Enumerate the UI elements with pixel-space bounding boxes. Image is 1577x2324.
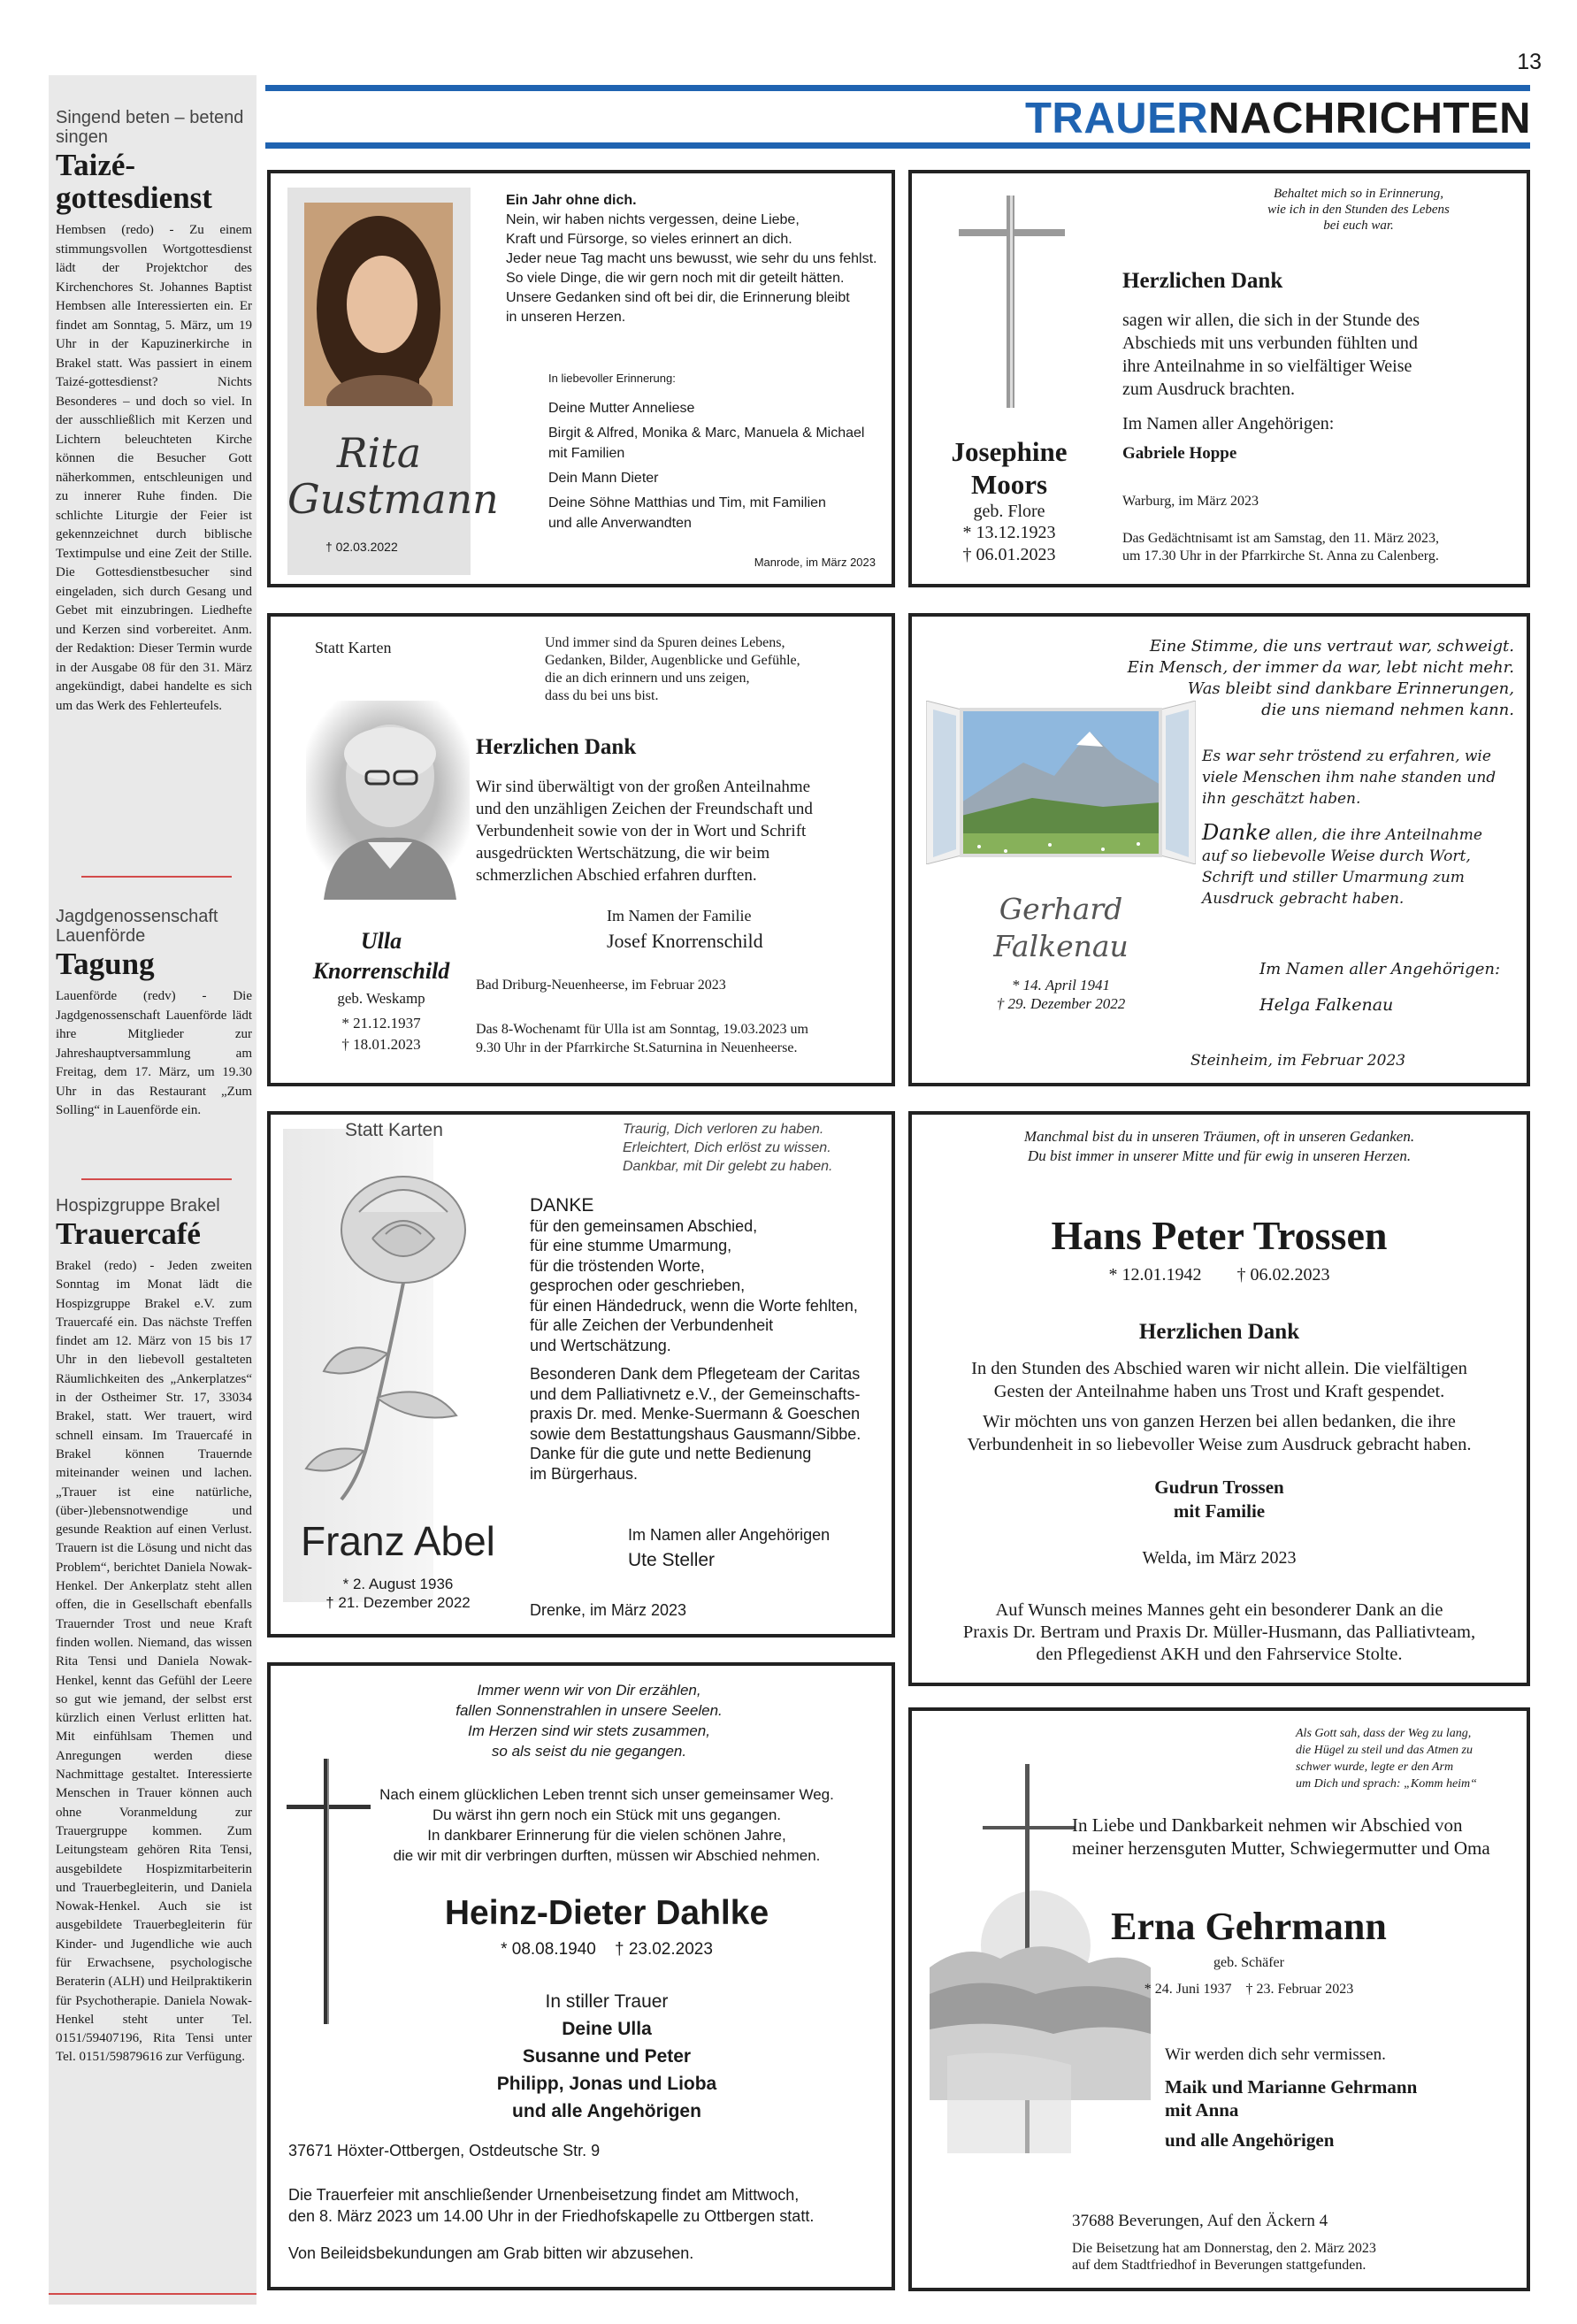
text-line: ausgedrückten Wertschätzung, die wir beim — [476, 844, 770, 863]
text-line: meiner herzensguten Mutter, Schwiegermutter und Oma — [1072, 1837, 1490, 1859]
sidebar-article-taize — [56, 108, 252, 716]
text-line: Das 8-Wochenamt für Ulla ist am Sonntag, 19.03.2023 um — [476, 1022, 808, 1037]
sidebar-article-hospiz — [56, 1196, 252, 2067]
life-dates — [301, 1575, 495, 1612]
maiden-name: geb. Flore — [973, 502, 1045, 521]
divider — [49, 2293, 256, 2295]
thanks-text — [530, 1196, 892, 1484]
signer: Philipp, Jonas und Lioba — [496, 2074, 717, 2094]
birth-date: * 14. April 1941 — [1011, 977, 1111, 993]
text-line: den Pflegedienst AKH und den Fahrservice Stolte. — [1036, 1645, 1403, 1664]
miss-line: Wir werden dich sehr vermissen. — [1165, 2045, 1386, 2064]
birth-date: * 21.12.1937 — [341, 1015, 421, 1032]
poem-line: die an dich erinnern und uns zeigen, — [545, 671, 750, 686]
poem-line: Unsere Gedanken sind oft bei dir, die Erinnerung bleibt — [506, 290, 850, 305]
mourners — [324, 1988, 890, 2125]
signer: Helga Falkenau — [1259, 995, 1394, 1015]
text-line: Die Trauerfeier mit anschließender Urnenbeisetzung findet am Mittwoch, — [288, 2186, 800, 2204]
obituary-rita-gustmann — [267, 170, 895, 587]
place-date: Warburg, im März 2023 — [1122, 494, 1259, 509]
text-line: im Bürgerhaus. — [530, 1464, 639, 1483]
text-line: und dem Palliativnetz e.V., der Gemeinschafts- — [530, 1384, 861, 1403]
deceased-name — [287, 429, 499, 523]
text-line: Verbundenheit sowie von der in Wort und Schrift — [476, 822, 807, 840]
mourner-line: Birgit & Alfred, Monika & Marc, Manuela & Michael — [548, 426, 865, 441]
text-line: Praxis Dr. Bertram und Praxis Dr. Müller-Husmann, das Palliativteam, — [962, 1622, 1476, 1642]
text-line: zum Ausdruck brachten. — [1122, 380, 1295, 399]
quote-line: Im Herzen sind wir stets zusammen, — [468, 1722, 710, 1739]
funeral-info — [1072, 2240, 1514, 2274]
text-line: Verbundenheit in so liebevoller Weise zum Ausdruck gebracht haben. — [967, 1435, 1472, 1454]
death-date: † 23.02.2023 — [614, 1940, 713, 1959]
behalf-label: Im Namen aller Angehörigen: — [1122, 414, 1335, 433]
text-line: auf dem Stadtfriedhof in Beverungen stattgefunden. — [1072, 2258, 1366, 2273]
place-date: Drenke, im März 2023 — [530, 1601, 687, 1619]
death-date: † 18.01.2023 — [341, 1036, 421, 1053]
text-line: sowie dem Bestattungshaus Gausmann/Sibbe. — [530, 1424, 861, 1443]
signer: mit Anna — [1165, 2099, 1239, 2121]
signer: Maik und Marianne Gehrmann — [1165, 2076, 1418, 2098]
text-line: die wir mit dir verbringen durften, müssen wir Abschied nehmen. — [393, 1847, 821, 1864]
section-title-blue: TRAUER — [1025, 95, 1209, 142]
sidebar-article-jagd — [56, 907, 252, 1121]
signer: Josef Knorrenschild — [607, 930, 763, 952]
signer: Gudrun Trossen — [1154, 1476, 1284, 1498]
quote-line: Ein Mensch, der immer da war, lebt nicht mehr. — [1127, 658, 1514, 677]
signer: Susanne und Peter — [522, 2046, 692, 2067]
behalf-label: Im Namen aller Angehörigen: — [1259, 960, 1501, 978]
quote — [1230, 186, 1487, 234]
article-body: Hembsen (redo) - Zu einem stimmungsvollen Wortgottesdienst lädt der Projektchor des Kirchenchores St. Johannes Baptist Hembsen alle Interessierten ein. Er findet am Sonntag, 5. März, um 19 Uhr in der Kapuzinerkirche in Brakel statt. Was passiert in einem Taizé-gottesdienst? Nichts Besonderes – und doch so viel. In der ausschließlich mit Kerzen und Lichtern beleuchteten Kirche können die Besucher Gott näherkommen, entschleunigen und zu innerer Ruhe finden. Die schlichte Liturgie der Feier ist gekennzeichnet durch biblische Textimpulse und eine Zeit der Stille. Die Gottesdienstbesucher sind eingeladen, sich durch Gesang und Gebet mit einzubringen. Liedhefte und Kerzen sind vorbereitet. Anm. der Redaktion: Dieser Termin wurde in der Ausgabe 08 für den 31. März angekündigt, dabei handelte es sich um das Werk des Fehlerteufels. — [56, 223, 252, 713]
text-line: Auf Wunsch meines Mannes geht ein besonderer Dank an die — [995, 1600, 1443, 1620]
text-line: Es war sehr tröstend zu erfahren, wie — [1202, 748, 1491, 765]
thanks-text — [1202, 746, 1520, 909]
text-line: Das Gedächtnisamt ist am Samstag, den 11. März 2023, — [1122, 531, 1439, 546]
mourner-line: Dein Mann Dieter — [548, 471, 659, 486]
statt-karten: Statt Karten — [315, 639, 392, 656]
death-date: † 02.03.2022 — [325, 540, 398, 554]
farewell-text — [324, 1784, 890, 1866]
life-dates — [324, 1940, 890, 1960]
mourner-line: und alle Anverwandten — [548, 516, 692, 531]
poem-line: Und immer sind da Spuren deines Lebens, — [545, 635, 785, 650]
text-line: ihn geschätzt haben. — [1202, 790, 1361, 808]
funeral-info — [288, 2184, 890, 2227]
quote — [623, 1120, 888, 1176]
signer: Gabriele Hoppe — [1122, 444, 1237, 463]
deceased-last-name: Gustmann — [287, 475, 499, 523]
death-date: † 23. Februar 2023 — [1245, 1982, 1354, 1997]
divider — [81, 876, 232, 878]
quote-line: Immer wenn wir von Dir erzählen, — [477, 1682, 701, 1699]
quote-line: Dankbar, mit Dir gelebt zu haben. — [623, 1159, 833, 1174]
text-line: Ausdruck gebracht haben. — [1202, 890, 1405, 908]
text-line: für eine stumme Umarmung, — [530, 1237, 732, 1254]
death-date: † 06.02.2023 — [1236, 1265, 1330, 1285]
signer: Ute Steller — [628, 1550, 716, 1570]
deceased-name: Hans Peter Trossen — [1051, 1213, 1388, 1258]
quote-line: die uns niemand nehmen kann. — [1261, 701, 1514, 719]
poem-line: Jeder neue Tag macht uns bewusst, wie sehr du uns fehlst. — [506, 251, 877, 266]
text-line: Besonderen Dank dem Pflegeteam der Caritas — [530, 1365, 861, 1383]
signers — [912, 1476, 1527, 1523]
text-line: allen, die ihre Anteilnahme — [1275, 826, 1482, 844]
death-date: † 29. Dezember 2022 — [996, 995, 1126, 1012]
portrait-photo — [306, 701, 470, 900]
memory-label: In liebevoller Erinnerung: — [548, 372, 676, 385]
birth-date: * 12.01.1942 — [1108, 1265, 1202, 1285]
intro-text — [1072, 1814, 1532, 1860]
poem-line: Kraft und Fürsorge, so vieles erinnert an dich. — [506, 232, 792, 247]
article-kicker: Singend beten – betend singen — [56, 108, 244, 147]
address: 37671 Höxter-Ottbergen, Ostdeutsche Str. 9 — [288, 2142, 601, 2159]
signer: und alle Angehörigen — [512, 2101, 701, 2121]
portrait-photo — [304, 203, 453, 406]
quote-line: bei euch war. — [1323, 219, 1394, 233]
article-body: Lauenförde (redv) - Die Jagdgenossenschaft Lauenförde lädt ihre Mitglieder zur Jahreshauptversammlung am Freitag, dem 17. März, um 19.30 Uhr in das Restaurant „Zum Solling“ in Lauenförde ein. — [56, 989, 252, 1117]
deceased-first-name: Ulla — [360, 928, 402, 954]
place-date: Steinheim, im Februar 2023 — [1190, 1052, 1406, 1070]
poem-line: Nein, wir haben nichts vergessen, deine Liebe, — [506, 212, 800, 227]
cross-icon — [959, 196, 1065, 408]
poem-line: in unseren Herzen. — [506, 310, 626, 325]
quote — [912, 1127, 1527, 1166]
mourner-line: Deine Mutter Anneliese — [548, 401, 695, 416]
text-line: Gesten der Anteilnahme haben uns Trost und Kraft gespendet. — [993, 1382, 1445, 1401]
deceased-name — [926, 891, 1196, 965]
header-rule-bottom — [265, 142, 1530, 149]
page-number: 13 — [1517, 50, 1542, 74]
quote — [324, 1680, 854, 1761]
obituary-erna-gehrmann — [908, 1707, 1530, 2291]
text-line: Nach einem glücklichen Leben trennt sich unser gemeinsamer Weg. — [379, 1786, 834, 1803]
deceased-last-name: Knorrenschild — [312, 958, 450, 984]
deceased-name: Heinz-Dieter Dahlke — [444, 1894, 769, 1932]
birth-date: * 2. August 1936 — [342, 1576, 454, 1592]
quote-line: wie ich in den Stunden des Lebens — [1267, 203, 1450, 217]
text-line: schmerzlichen Abschied erfahren durften. — [476, 866, 757, 885]
rose-icon — [288, 1150, 501, 1504]
article-headline: Trauercafé — [56, 1216, 201, 1251]
birth-date: * 08.08.1940 — [501, 1940, 596, 1959]
statt-karten: Statt Karten — [345, 1120, 443, 1140]
section-title — [1025, 94, 1531, 143]
quote-line: schwer wurde, legte er den Arm — [1296, 1760, 1454, 1774]
text-line: sagen wir allen, die sich in der Stunde des — [1122, 311, 1420, 330]
quote-line: Traurig, Dich verloren zu haben. — [623, 1122, 824, 1137]
text-line: Schrift und stiller Umarmung zum — [1202, 869, 1465, 886]
death-date: † 06.01.2023 — [962, 545, 1056, 564]
place-date: Bad Driburg-Neuenheerse, im Februar 2023 — [476, 978, 726, 993]
signers — [1165, 2075, 1519, 2151]
mourn-label: In stiller Trauer — [545, 1991, 669, 2012]
poem-line: Gedanken, Bilder, Augenblicke und Gefühle, — [545, 653, 800, 668]
quote-line: Eine Stimme, die uns vertraut war, schweigt. — [1149, 637, 1514, 656]
maiden-name: geb. Schäfer — [1213, 1955, 1284, 1970]
text-line: Wir sind überwältigt von der großen Anteilnahme — [476, 778, 811, 796]
memorial-mass — [1122, 530, 1529, 565]
thanks-heading: Herzlichen Dank — [1122, 269, 1283, 293]
poem-line: Ein Jahr ohne dich. — [506, 193, 637, 208]
obituary-franz-abel — [267, 1111, 895, 1638]
obituary-ulla-knorrenschild — [267, 613, 895, 1086]
thanks-text — [1122, 309, 1512, 401]
life-dates — [279, 988, 483, 1055]
deceased-first-name: Gerhard — [999, 892, 1123, 926]
text-line: und Wertschätzung. — [530, 1336, 671, 1354]
text-line: für den gemeinsamen Abschied, — [530, 1216, 758, 1235]
text-line: Du wärst ihn gern noch ein Stück mit uns gegangen. — [432, 1806, 782, 1823]
danke-word: Danke — [1202, 820, 1271, 845]
text-line: den 8. März 2023 um 14.00 Uhr in der Friedhofskapelle zu Ottbergen statt. — [288, 2207, 815, 2225]
quote-line: um Dich und sprach: „Komm heim“ — [1296, 1777, 1477, 1791]
special-thanks — [912, 1599, 1527, 1666]
mourners — [548, 398, 884, 533]
quote-line: so als seist du nie gegangen. — [491, 1743, 687, 1760]
text-line: und den unzähligen Zeichen der Freundschaft und — [476, 800, 813, 818]
thanks-text — [476, 776, 883, 886]
text-line: gesprochen oder geschrieben, — [530, 1277, 746, 1294]
address: 37688 Beverungen, Auf den Äckern 4 — [1072, 2212, 1328, 2230]
thanks-text — [912, 1357, 1527, 1456]
deceased-block — [921, 435, 1098, 566]
deceased-last-name: Moors — [970, 469, 1048, 500]
poem-line: So viele Dinge, die wir gern noch mit dir geteilt hätten. — [506, 271, 845, 286]
memorial-mass — [476, 1020, 892, 1057]
article-kicker: Hospizgruppe Brakel — [56, 1196, 220, 1216]
death-date: † 21. Dezember 2022 — [325, 1594, 471, 1611]
deceased-last-name: Falkenau — [993, 929, 1129, 963]
quote-line: Manchmal bist du in unseren Träumen, oft in unseren Gedanken. — [1023, 1128, 1415, 1145]
text-line: ihre Anteilnahme in so vielfältiger Weise — [1122, 357, 1412, 376]
obituary-josephine-moors — [908, 170, 1530, 587]
signer: Deine Ulla — [562, 2019, 652, 2039]
article-kicker: Jagdgenossenschaft Lauenförde — [56, 907, 218, 946]
signer: und alle Angehörigen — [1165, 2129, 1335, 2151]
text-line: für alle Zeichen der Verbundenheit — [530, 1316, 774, 1334]
life-dates — [912, 1265, 1527, 1285]
obituary-hans-peter-trossen — [908, 1111, 1530, 1686]
poem — [506, 191, 886, 327]
birth-date: * 13.12.1923 — [962, 523, 1056, 542]
thanks-heading: Herzlichen Dank — [476, 735, 637, 759]
signer: mit Familie — [1173, 1500, 1266, 1522]
section-title-black: NACHRICHTEN — [1208, 95, 1531, 142]
text-line: praxis Dr. med. Menke-Suermann & Goeschen — [530, 1405, 861, 1423]
life-dates — [1072, 1982, 1426, 1998]
behalf-label: Im Namen aller Angehörigen — [628, 1526, 831, 1544]
quote — [1296, 1725, 1517, 1792]
deceased-name: Erna Gehrmann — [1111, 1905, 1387, 1948]
window-landscape-image — [926, 701, 1196, 864]
thanks-heading: DANKE — [530, 1195, 594, 1216]
life-dates — [926, 976, 1196, 1013]
text-line: für die tröstenden Worte, — [530, 1256, 705, 1275]
deceased-first-name: Rita — [336, 429, 422, 477]
deceased-name: Franz Abel — [301, 1518, 495, 1564]
deceased-name — [279, 926, 483, 986]
text-line: Die Beisetzung hat am Donnerstag, den 2. März 2023 — [1072, 2241, 1376, 2256]
text-line: für einen Händedruck, wenn die Worte fehlten, — [530, 1296, 858, 1315]
text-line: Danke für die gute und nette Bedienung — [530, 1445, 812, 1462]
text-line: um 17.30 Uhr in der Pfarrkirche St. Anna zu Calenberg. — [1122, 548, 1439, 564]
condolence-note: Von Beileidsbekundungen am Grab bitten wir abzusehen. — [288, 2244, 694, 2262]
text-line: Wir möchten uns von ganzen Herzen bei allen bedanken, die ihre — [983, 1412, 1456, 1431]
thanks-heading: Herzlichen Dank — [1138, 1320, 1300, 1344]
poem-line: dass du bei uns bist. — [545, 688, 659, 703]
text-line: In dankbarer Erinnerung für die vielen schönen Jahre, — [427, 1827, 786, 1844]
poem — [545, 634, 881, 705]
place-date: Welda, im März 2023 — [1142, 1548, 1297, 1568]
deceased-first-name: Josephine — [951, 436, 1068, 467]
text-line: viele Menschen ihm nahe standen und — [1202, 769, 1497, 786]
birth-date: * 24. Juni 1937 — [1144, 1982, 1232, 1997]
text-line: Abschieds mit uns verbunden fühlten und — [1122, 334, 1418, 353]
mourner-line: mit Familien — [548, 446, 625, 461]
text-line: auf so liebevolle Weise durch Wort, — [1202, 848, 1471, 865]
quote-line: die Hügel zu steil und das Atmen zu — [1296, 1744, 1474, 1757]
article-headline: Taizé-gottesdienst — [56, 148, 212, 215]
obituary-gerhard-falkenau — [908, 613, 1530, 1086]
header-rule-top — [265, 85, 1530, 91]
quote-line: Du bist immer in unserer Mitte und für ewig in unseren Herzen. — [1027, 1147, 1412, 1164]
quote-line: Was bleibt sind dankbare Erinnerungen, — [1187, 679, 1514, 698]
quote-line: Erleichtert, Dich erlöst zu wissen. — [623, 1140, 831, 1155]
text-line: In den Stunden des Abschied waren wir nicht allein. Die vielfältigen — [971, 1359, 1467, 1378]
divider — [81, 1178, 232, 1180]
mourner-line: Deine Söhne Matthias und Tim, mit Familien — [548, 495, 826, 510]
text-line: 9.30 Uhr in der Pfarrkirche St.Saturnina in Neuenheerse. — [476, 1040, 798, 1055]
obituary-heinz-dieter-dahlke — [267, 1662, 895, 2290]
maiden-name: geb. Weskamp — [337, 990, 425, 1007]
article-body: Brakel (redo) - Jeden zweiten Sonntag im Monat lädt die Hospizgruppe Brakel e.V. zum Trauercafé ein. Das nächste Treffen findet am 12. März von 15 bis 17 Uhr in den liebevoll gestalteten Räumlichkeiten des „Ankerplatzes“ in der Ostheimer Str. 17, 33034 Brakel, statt. Wer trauert, wird schnell einsam. Im Trauercafé in Brakel können Trauernde miteinander weinen und lachen. „Trauer ist eine natürliche, (über-)lebensnotwendige und gesunde Reaktion auf einen Verlust. Trauern ist die Lösung und nicht das Problem“, berichtet Daniela Nowak-Henkel. Der Ankerplatz steht allen offen, die in Gesellschaft ebenfalls Trauernder Trost und neue Kraft finden wollen. Niemand, das wissen Rita Tensi und Daniela Nowak-Henkel, kennt das Gefühl der Leere so gut wie jemand, der selbst erst kürzlich einen Verlust erlitten hat. Mit einfühlsam Themen und Anregungen werden diese Nachmittage gestaltet. Interessierte Menschen in Trauer können auch ohne Voranmeldung zur Trauergruppe kommen. Zum Leitungsteam gehören Rita Tensi, ausgebildete Hospizmitarbeiterin und Trauerbegleiterin, und Daniela Nowak-Henkel. Auch sie ist ausgebildete Trauerbegleiterin für Kinder- und Jugendliche wie auch für Erwachsene, psychologische Beraterin (ALH) und Heilpraktikerin für Psychotherapie. Daniela Nowak-Henkel steht unter Tel. 0151/59407196, Rita Tensi unter Tel. 0151/59879616 zur Verfügung. — [56, 1259, 253, 2065]
quote-line: Als Gott sah, dass der Weg zu lang, — [1296, 1727, 1472, 1740]
place-date: Manrode, im März 2023 — [754, 556, 876, 569]
quote-line: fallen Sonnenstrahlen in unsere Seelen. — [455, 1702, 723, 1719]
quote-line: Behaltet mich so in Erinnerung, — [1273, 187, 1444, 201]
behalf-label: Im Namen der Familie — [607, 907, 752, 924]
article-headline: Tagung — [56, 947, 155, 981]
text-line: In Liebe und Dankbarkeit nehmen wir Abschied von — [1072, 1814, 1463, 1836]
